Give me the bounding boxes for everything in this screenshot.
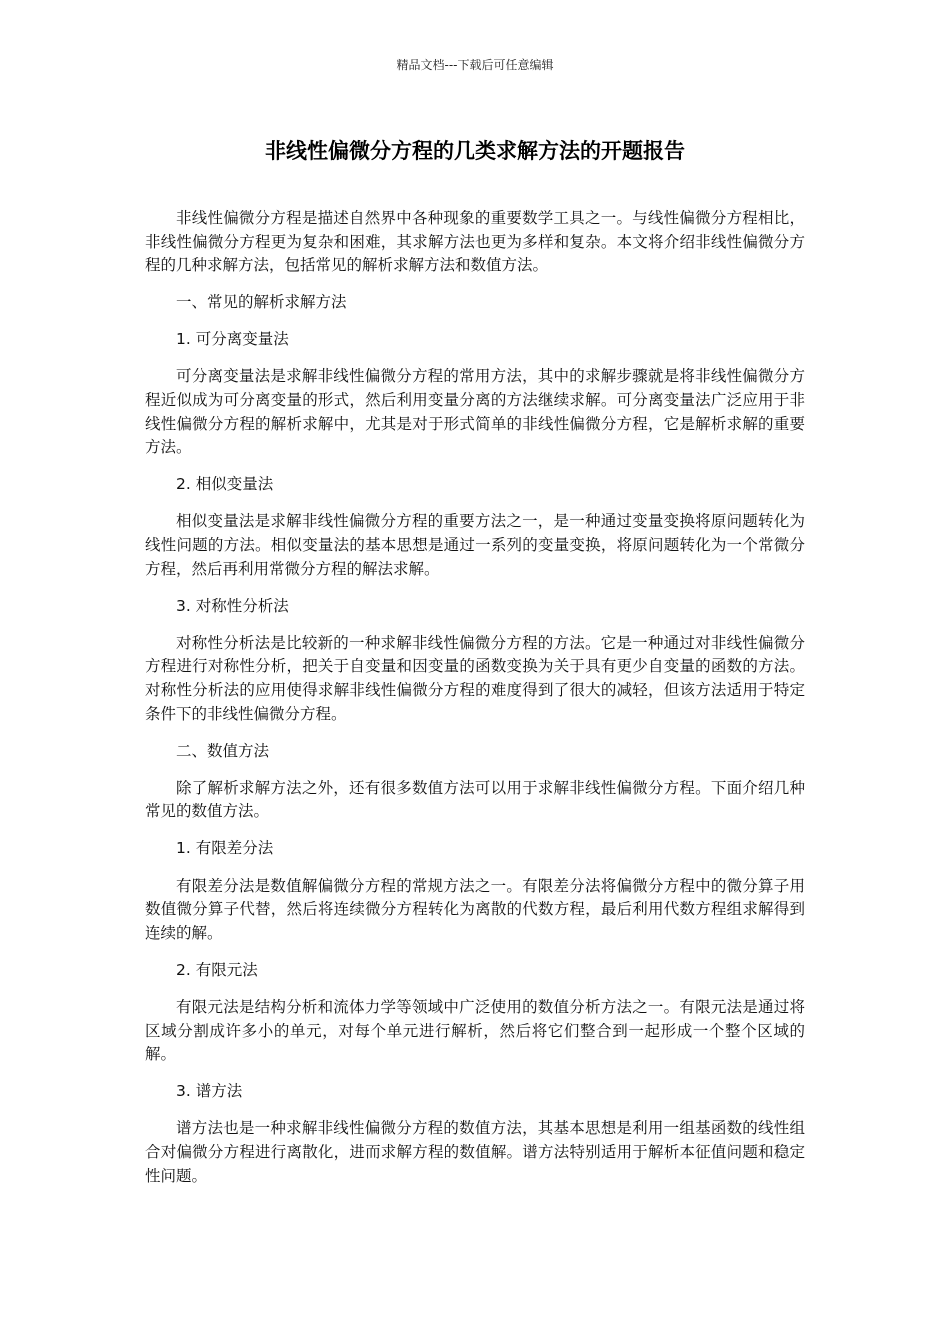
subsection-heading-finite-difference: 1. 有限差分法: [176, 839, 274, 858]
paragraph-finite-element: 有限元法是结构分析和流体力学等领域中广泛使用的数值分析方法之一。有限元法是通过将区域分割成许多小的单元，对每个单元进行解析，然后将它们整合到一起形成一个整个区域的解。: [145, 997, 805, 1064]
subsection-heading-similarity: 2. 相似变量法: [176, 475, 274, 494]
intro-paragraph: 非线性偏微分方程是描述自然界中各种现象的重要数学工具之一。与线性偏微分方程相比，非线性偏微分方程更为复杂和困难，其求解方法也更为多样和复杂。本文将介绍非线性偏微分方程的几种求解方法，包括常见的解析求解方法和数值方法。: [145, 209, 805, 275]
subsection-heading-separation: 1. 可分离变量法: [176, 330, 289, 349]
paragraph-separation: 可分离变量法是求解非线性偏微分方程的常用方法，其中的求解步骤就是将非线性偏微分方程近似成为可分离变量的形式，然后利用变量分离的方法继续求解。可分离变量法广泛应用于非线性偏微分方程的解析求解中，尤其是对于形式简单的非线性偏微分方程，它是解析求解的重要方法。: [145, 367, 805, 457]
subsection-heading-symmetry: 3. 对称性分析法: [176, 596, 289, 615]
paragraph-spectral: 谱方法也是一种求解非线性偏微分方程的数值方法，其基本思想是利用一组基函数的线性组合对偏微分方程进行离散化，进而求解方程的数值解。谱方法特别适用于解析本征值问题和稳定性问题。: [145, 1119, 805, 1185]
paragraph-finite-difference: 有限差分法是数值解偏微分方程的常规方法之一。有限差分法将偏微分方程中的微分算子用数值微分算子代替，然后将连续微分方程转化为离散的代数方程，最后利用代数方程组求解得到连续的解。: [145, 876, 805, 942]
section-heading-analytic: 一、常见的解析求解方法: [176, 293, 347, 312]
document-title: 非线性偏微分方程的几类求解方法的开题报告: [265, 139, 685, 163]
subsection-heading-finite-element: 2. 有限元法: [176, 960, 258, 979]
paragraph-numerical-intro: 除了解析求解方法之外，还有很多数值方法可以用于求解非线性偏微分方程。下面介绍几种常见的数值方法。: [145, 778, 805, 821]
header-note: 精品文档---下载后可任意编辑: [396, 58, 554, 72]
paragraph-similarity: 相似变量法是求解非线性偏微分方程的重要方法之一，是一种通过变量变换将原问题转化为线性问题的方法。相似变量法的基本思想是通过一系列的变量变换，将原问题转化为一个常微分方程，然后再利用常微分方程的解法求解。: [145, 512, 805, 578]
paragraph-symmetry: 对称性分析法是比较新的一种求解非线性偏微分方程的方法。它是一种通过对非线性偏微分方程进行对称性分析，把关于自变量和因变量的函数变换为关于具有更少自变量的函数的方法。对称性分析法的应用使得求解非线性偏微分方程的难度得到了很大的减轻，但该方法适用于特定条件下的非线性偏微分方程。: [145, 633, 805, 723]
subsection-heading-spectral: 3. 谱方法: [176, 1082, 243, 1101]
section-heading-numerical: 二、数值方法: [176, 741, 270, 760]
document-body: [145, 207, 805, 1202]
